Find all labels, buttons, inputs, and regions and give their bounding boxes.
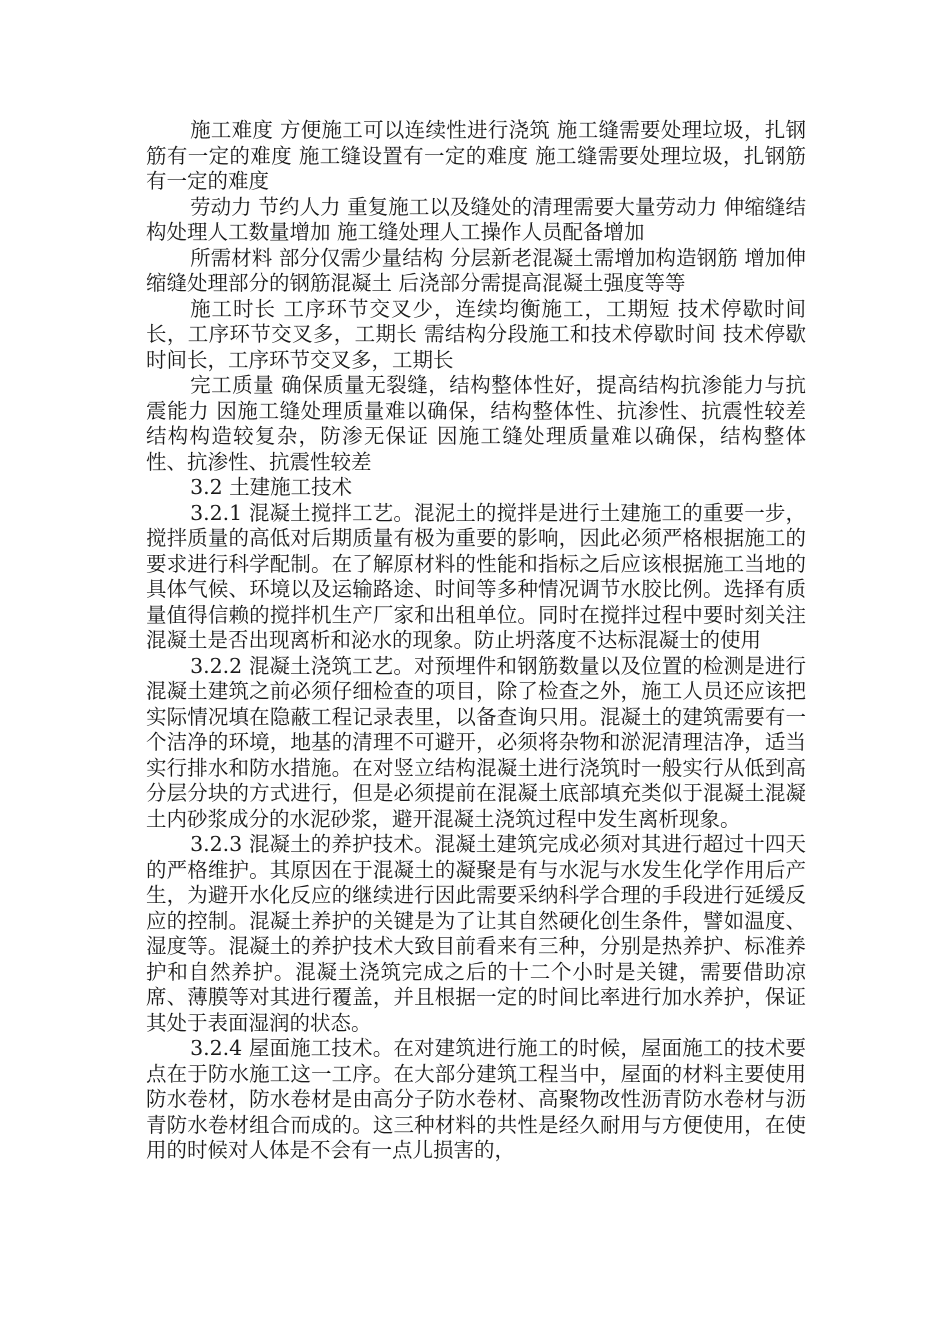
paragraph-3-2-1-mixing: 3.2.1 混凝土搅拌工艺。混泥土的搅拌是进行土建施工的重要一步，搅拌质量的高低对后期质量有极为重要的影响，因此必须严格根据施工的要求进行科学配制。在了解原材料的性能和指标之后应该根据施工当地的具体气候、环境以及运输路途、时间等多种情况调节水胶比例。选择有质量值得信赖的搅拌机生产厂家和出租单位。同时在搅拌过程中要时刻关注混凝土是否出现离析和泌水的现象。防止坍落度不达标混凝士的使用 (146, 500, 806, 652)
paragraph-3-2-4-roofing: 3.2.4 屋面施工技术。在对建筑进行施工的时候，屋面施工的技术要点在于防水施工这一工序。在大部分建筑工程当中，屋面的材料主要使用防水卷材，防水卷材是由高分子防水卷材、高聚物改性沥青防水卷材与沥青防水卷材组合而成的。这三种材料的共性是经久耐用与方便使用，在使用的时候对人体是不会有一点儿损害的， (146, 1036, 806, 1162)
paragraph-3-2-3-curing: 3.2.3 混凝土的养护技术。混凝土建筑完成必须对其进行超过十四天的严格维护。其原因在于混凝土的凝聚是有与水泥与水发生化学作用后产生，为避开水化反应的继续进行因此需要采纳科学合理的手段进行延缓反应的控制。混凝土养护的关键是为了让其自然硬化创生条件，譬如温度、湿度等。混凝土的养护技术大致目前看来有三种，分别是热养护、标准养护和自然养护。混凝土浇筑完成之后的十二个小时是关键，需要借助凉席、薄膜等对其进行覆盖，并且根据一定的时间比率进行加水养护，保证其处于表面湿润的状态。 (146, 832, 806, 1035)
section-heading-3-2: 3.2 土建施工技术 (190, 475, 353, 499)
paragraph-labor: 劳动力 节约人力 重复施工以及缝处的清理需要大量劳动力 伸缩缝结构处理人工数量增加 施工缝处理人工操作人员配备增加 (146, 194, 806, 244)
paragraph-materials: 所需材料 部分仅需少量结构 分层新老混凝土需增加构造钢筋 增加伸缩缝处理部分的钢筋混凝土 后浇部分需提高混凝土强度等等 (146, 245, 806, 295)
paragraph-3-2-2-pouring: 3.2.2 混凝土浇筑工艺。对预埋件和钢筋数量以及位置的检测是进行混凝土建筑之前必须仔细检查的项目，除了检查之外，施工人员还应该把实际情况填在隐蔽工程记录表里，以备查询只用。混凝土的建筑需要有一个洁净的环境，地基的清理不可避开，必须将杂物和淤泥清理洁净，适当实行排水和防水措施。在对竖立结构混凝土进行浇筑时一般实行从低到高分层分块的方式进行，但是必须提前在混凝土底部填充类似于混凝土混凝土内砂浆成分的水泥砂浆，避开混凝土浇筑过程中发生离析现象。 (146, 653, 806, 831)
paragraph-construction-difficulty: 施工难度 方便施工可以连续性进行浇筑 施工缝需要处理垃圾，扎钢筋有一定的难度 施工缝设置有一定的难度 施工缝需要处理垃圾，扎钢筋有一定的难度 (146, 118, 806, 193)
paragraph-completion-quality: 完工质量 确保质量无裂缝，结构整体性好，提高结构抗渗能力与抗震能力 因施工缝处理质量难以确保，结构整体性、抗渗性、抗震性较差 结构构造较复杂，防渗无保证 因施工缝处理质量难以确保，结构整体性、抗渗性、抗震性较差 (146, 373, 806, 474)
paragraph-construction-duration: 施工时长 工序环节交叉少，连续均衡施工，工期短 技术停歇时间长，工序环节交叉多，工期长 需结构分段施工和技术停歇时间 技术停歇时间长，工序环节交叉多，工期长 (146, 296, 806, 372)
document-body (146, 118, 806, 1164)
